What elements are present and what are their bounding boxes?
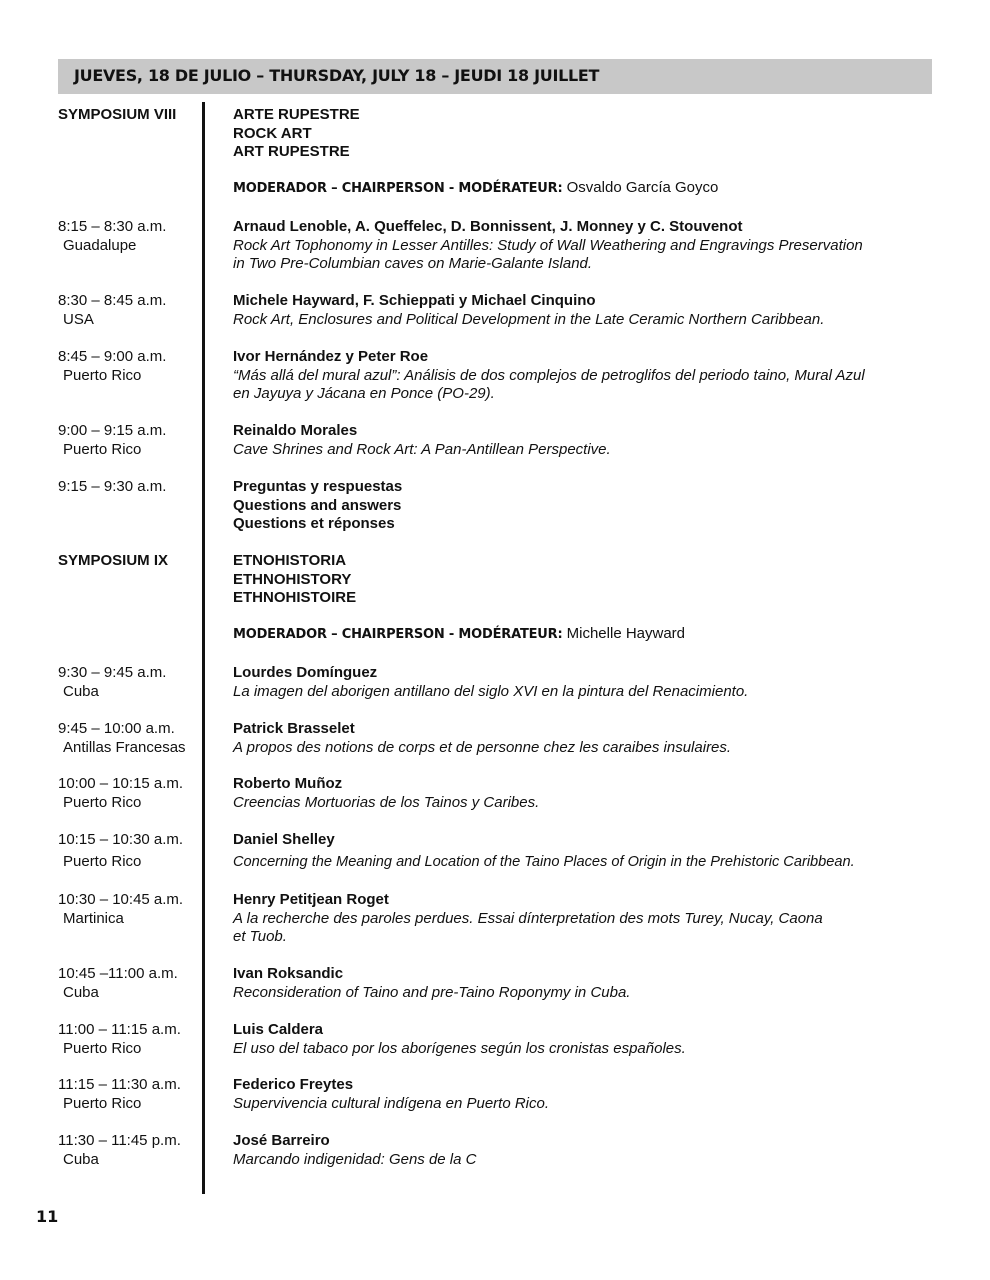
talk-entry bbox=[233, 348, 865, 404]
talk-authors: Roberto Muñoz bbox=[233, 775, 343, 792]
talk-place: Cuba bbox=[63, 1150, 99, 1168]
talk-place: Guadalupe bbox=[63, 236, 137, 254]
talk-entry bbox=[233, 720, 731, 757]
talk-title-line: “Más allá del mural azul”: Análisis de dos complejos de petroglifos del periodo taino, Mural Azul bbox=[233, 366, 865, 384]
talk-title-line: Reconsideration of Taino and pre-Taino Roponymy in Cuba. bbox=[233, 983, 631, 1001]
talk-time-place bbox=[58, 720, 186, 757]
talk-time-place bbox=[58, 478, 166, 497]
qa-line-fr: Questions et réponses bbox=[233, 515, 395, 532]
talk-title-line: en Jayuya y Jácana en Ponce (PO-29). bbox=[233, 385, 495, 402]
moderator-name: Michelle Hayward bbox=[566, 625, 686, 642]
talk-authors: Federico Freytes bbox=[233, 1076, 354, 1093]
talk-title-line: Concerning the Meaning and Location of the Taino Places of Origin in the Prehistoric Caribbean. bbox=[233, 853, 855, 870]
talk-time: 11:30 – 11:45 p.m. bbox=[58, 1132, 181, 1149]
talk-time-place bbox=[58, 1132, 181, 1169]
talk-time-place bbox=[58, 965, 178, 1002]
symposium-titles bbox=[233, 106, 360, 162]
moderator-name: Osvaldo García Goyco bbox=[566, 179, 719, 196]
talk-title-line: A la recherche des paroles perdues. Essai dínterpretation des mots Turey, Nucay, Caona bbox=[233, 909, 823, 927]
talk-place: Puerto Rico bbox=[63, 366, 142, 384]
moderator-label: MODERADOR – CHAIRPERSON - MODÉRATEUR: bbox=[233, 627, 563, 642]
column-divider bbox=[202, 102, 205, 1194]
talk-time-place bbox=[58, 891, 183, 928]
talk-place: Cuba bbox=[63, 682, 99, 700]
talk-time: 9:45 – 10:00 a.m. bbox=[58, 720, 175, 737]
talk-time: 9:00 – 9:15 a.m. bbox=[58, 422, 167, 439]
talk-authors: Lourdes Domínguez bbox=[233, 664, 378, 681]
talk-authors: Arnaud Lenoble, A. Queffelec, D. Bonnissent, J. Monney y C. Stouvenot bbox=[233, 218, 743, 235]
talk-time-place bbox=[58, 775, 183, 812]
talk-entry bbox=[233, 292, 824, 329]
talk-time: 10:30 – 10:45 a.m. bbox=[58, 891, 184, 908]
talk-authors: José Barreiro bbox=[233, 1132, 330, 1149]
talk-entry bbox=[233, 664, 748, 701]
talk-time: 9:30 – 9:45 a.m. bbox=[58, 664, 167, 681]
qa-entry bbox=[233, 478, 402, 534]
talk-authors: Ivor Hernández y Peter Roe bbox=[233, 348, 429, 365]
talk-time-place bbox=[58, 1021, 181, 1058]
qa-line-es: Preguntas y respuestas bbox=[233, 478, 403, 495]
talk-entry bbox=[233, 775, 539, 812]
talk-time: 9:15 – 9:30 a.m. bbox=[58, 478, 167, 495]
page-number: 11 bbox=[36, 1207, 59, 1226]
talk-title-line: Creencias Mortuorias de los Tainos y Caribes. bbox=[233, 793, 540, 811]
talk-place: USA bbox=[63, 310, 94, 328]
symposium-title-fr: ETHNOHISTOIRE bbox=[233, 589, 357, 606]
talk-entry bbox=[233, 1076, 549, 1113]
talk-title-line: Cave Shrines and Rock Art: A Pan-Antillean Perspective. bbox=[233, 440, 611, 458]
symposium-title-es: ETNOHISTORIA bbox=[233, 552, 347, 569]
talk-time: 10:45 –11:00 a.m. bbox=[58, 965, 178, 982]
talk-title-line: El uso del tabaco por los aborígenes según los cronistas españoles. bbox=[233, 1039, 686, 1057]
talk-time-place bbox=[58, 831, 183, 871]
talk-time: 10:00 – 10:15 a.m. bbox=[58, 775, 184, 792]
talk-authors: Patrick Brasselet bbox=[233, 720, 355, 737]
talk-time: 8:30 – 8:45 a.m. bbox=[58, 292, 167, 309]
talk-time: 11:00 – 11:15 a.m. bbox=[58, 1021, 181, 1038]
talk-authors: Reinaldo Morales bbox=[233, 422, 358, 439]
day-header-bar bbox=[58, 59, 932, 94]
talk-time-place bbox=[58, 348, 166, 385]
talk-place: Puerto Rico bbox=[63, 1039, 142, 1057]
talk-title-line: in Two Pre-Columbian caves on Marie-Galante Island. bbox=[233, 255, 593, 272]
talk-time: 11:15 – 11:30 a.m. bbox=[58, 1076, 181, 1093]
talk-entry bbox=[233, 218, 863, 274]
talk-place: Puerto Rico bbox=[63, 852, 142, 870]
talk-authors: Henry Petitjean Roget bbox=[233, 891, 389, 908]
talk-authors: Ivan Roksandic bbox=[233, 965, 344, 982]
talk-place: Cuba bbox=[63, 983, 99, 1001]
talk-title-line: A propos des notions de corps et de personne chez les caraibes insulaires. bbox=[233, 738, 732, 756]
talk-title-line: La imagen del aborigen antillano del siglo XVI en la pintura del Renacimiento. bbox=[233, 682, 749, 700]
symposium-label: SYMPOSIUM IX bbox=[58, 552, 169, 569]
talk-title-line: Rock Art, Enclosures and Political Development in the Late Ceramic Northern Caribbean. bbox=[233, 310, 825, 328]
talk-entry bbox=[233, 965, 630, 1002]
day-header-title: JUEVES, 18 DE JULIO – THURSDAY, JULY 18 – JEUDI 18 JUILLET bbox=[74, 66, 600, 85]
talk-authors: Daniel Shelley bbox=[233, 831, 335, 848]
talk-place: Puerto Rico bbox=[63, 440, 142, 458]
talk-time-place bbox=[58, 1076, 181, 1113]
moderator-label: MODERADOR – CHAIRPERSON - MODÉRATEUR: bbox=[233, 181, 563, 196]
talk-title-line: Marcando indigenidad: Gens de la C bbox=[233, 1150, 477, 1168]
talk-time-place bbox=[58, 292, 166, 329]
qa-line-en: Questions and answers bbox=[233, 496, 402, 514]
talk-place: Puerto Rico bbox=[63, 1094, 142, 1112]
talk-time: 8:15 – 8:30 a.m. bbox=[58, 218, 167, 235]
talk-authors: Michele Hayward, F. Schieppati y Michael Cinquino bbox=[233, 292, 596, 309]
talk-title-line: et Tuob. bbox=[233, 928, 287, 945]
talk-entry bbox=[233, 422, 611, 459]
symposium-label: SYMPOSIUM VIII bbox=[58, 106, 177, 123]
symposium-title-en: ROCK ART bbox=[233, 124, 312, 142]
moderator-line bbox=[233, 625, 685, 645]
talk-time: 8:45 – 9:00 a.m. bbox=[58, 348, 167, 365]
talk-place: Martinica bbox=[63, 909, 124, 927]
symposium-title-es: ARTE RUPESTRE bbox=[233, 106, 360, 123]
talk-entry bbox=[233, 1021, 686, 1058]
talk-title-line: Supervivencia cultural indígena en Puerto Rico. bbox=[233, 1094, 550, 1112]
talk-entry bbox=[233, 891, 823, 947]
talk-entry bbox=[233, 1132, 477, 1169]
talk-time: 10:15 – 10:30 a.m. bbox=[58, 831, 184, 848]
talk-authors: Luis Caldera bbox=[233, 1021, 324, 1038]
symposium-title-fr: ART RUPESTRE bbox=[233, 143, 350, 160]
moderator-line bbox=[233, 179, 718, 199]
talk-place: Antillas Francesas bbox=[63, 738, 186, 756]
talk-entry bbox=[233, 831, 855, 871]
talk-title-line: Rock Art Tophonomy in Lesser Antilles: Study of Wall Weathering and Engravings Preservation bbox=[233, 236, 863, 254]
talk-time-place bbox=[58, 218, 166, 255]
talk-place: Puerto Rico bbox=[63, 793, 142, 811]
symposium-titles bbox=[233, 552, 356, 608]
talk-time-place bbox=[58, 664, 166, 701]
talk-time-place bbox=[58, 422, 166, 459]
symposium-title-en: ETHNOHISTORY bbox=[233, 570, 352, 588]
